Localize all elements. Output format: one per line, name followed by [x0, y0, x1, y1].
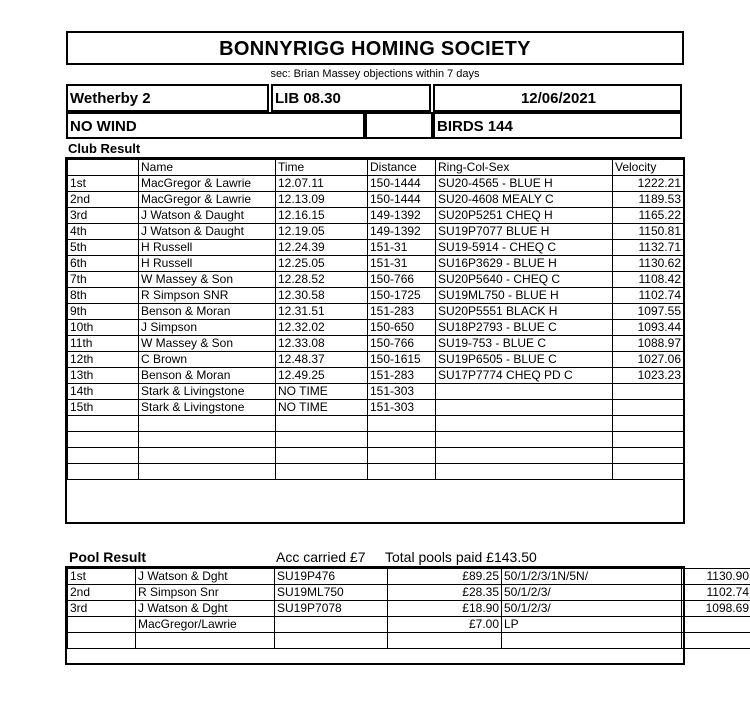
- pool-cell: [502, 633, 682, 649]
- total-pools-paid: Total pools paid £143.50: [385, 549, 537, 565]
- pool-cell: [275, 633, 388, 649]
- club-row: [68, 176, 684, 192]
- club-cell: [613, 464, 684, 480]
- club-cell: 150-1615: [368, 352, 436, 368]
- club-cell: [613, 432, 684, 448]
- pool-cell: £7.00: [388, 617, 502, 633]
- pool-cell: J Watson & Dght: [136, 569, 275, 585]
- club-cell: 12.07.11: [276, 176, 368, 192]
- club-cell: 12.24.39: [276, 240, 368, 256]
- club-cell: SU20P5251 CHEQ H: [436, 208, 613, 224]
- club-cell: 1023.23: [613, 368, 684, 384]
- club-row: [68, 352, 684, 368]
- club-cell: MacGregor & Lawrie: [139, 192, 276, 208]
- club-row: [68, 320, 684, 336]
- club-cell: 150-766: [368, 336, 436, 352]
- club-cell: W Massey & Son: [139, 272, 276, 288]
- club-cell: 9th: [68, 304, 139, 320]
- club-cell: 150-766: [368, 272, 436, 288]
- club-header-row: [68, 160, 684, 176]
- club-header-cell: Velocity: [613, 160, 684, 176]
- club-row: [68, 336, 684, 352]
- club-cell: 13th: [68, 368, 139, 384]
- club-cell: [139, 448, 276, 464]
- club-cell: [436, 464, 613, 480]
- club-cell: 1165.22: [613, 208, 684, 224]
- club-cell: SU18P2793 - BLUE C: [436, 320, 613, 336]
- club-cell: 1st: [68, 176, 139, 192]
- club-cell: 1132.71: [613, 240, 684, 256]
- club-row: [68, 448, 684, 464]
- club-cell: [68, 432, 139, 448]
- club-cell: SU20P5551 BLACK H: [436, 304, 613, 320]
- club-cell: 10th: [68, 320, 139, 336]
- pool-cell: [68, 633, 136, 649]
- club-cell: [368, 416, 436, 432]
- club-cell: [368, 464, 436, 480]
- club-cell: 150-1725: [368, 288, 436, 304]
- club-row: [68, 464, 684, 480]
- club-cell: 1093.44: [613, 320, 684, 336]
- club-cell: 150-1444: [368, 176, 436, 192]
- club-cell: 11th: [68, 336, 139, 352]
- club-row: [68, 256, 684, 272]
- club-cell: [276, 448, 368, 464]
- club-cell: SU20-4565 - BLUE H: [436, 176, 613, 192]
- club-cell: 12.30.58: [276, 288, 368, 304]
- club-cell: Stark & Livingstone: [139, 384, 276, 400]
- club-cell: 150-1444: [368, 192, 436, 208]
- club-row: [68, 400, 684, 416]
- club-cell: 5th: [68, 240, 139, 256]
- pool-cell: [275, 617, 388, 633]
- club-cell: [613, 400, 684, 416]
- club-cell: [436, 384, 613, 400]
- club-cell: [276, 416, 368, 432]
- pool-cell: SU19P7078: [275, 601, 388, 617]
- club-cell: 149-1392: [368, 224, 436, 240]
- club-cell: 151-283: [368, 304, 436, 320]
- acc-carried: Acc carried £7: [276, 549, 366, 565]
- club-cell: SU19P7077 BLUE H: [436, 224, 613, 240]
- pool-row: [68, 601, 750, 617]
- club-cell: 12.48.37: [276, 352, 368, 368]
- birds-count: BIRDS 144: [433, 112, 682, 139]
- club-cell: C Brown: [139, 352, 276, 368]
- pool-cell: 2nd: [68, 585, 136, 601]
- pool-cell: 50/1/2/3/1N/5N/: [502, 569, 682, 585]
- club-cell: 6th: [68, 256, 139, 272]
- club-cell: 15th: [68, 400, 139, 416]
- pool-cell: £28.35: [388, 585, 502, 601]
- club-cell: 1027.06: [613, 352, 684, 368]
- pool-cell: SU19ML750: [275, 585, 388, 601]
- club-header-cell: Name: [139, 160, 276, 176]
- club-header-cell: Time: [276, 160, 368, 176]
- club-cell: 1102.74: [613, 288, 684, 304]
- club-cell: [436, 416, 613, 432]
- club-cell: [68, 416, 139, 432]
- club-cell: 8th: [68, 288, 139, 304]
- liberation-time: LIB 08.30: [271, 84, 431, 112]
- club-cell: 151-31: [368, 256, 436, 272]
- club-cell: [368, 448, 436, 464]
- club-cell: [436, 400, 613, 416]
- secretary-line: sec: Brian Massey objections within 7 days: [270, 68, 480, 80]
- club-cell: 12.13.09: [276, 192, 368, 208]
- pool-row: [68, 617, 750, 633]
- club-cell: 1222.21: [613, 176, 684, 192]
- pool-cell: 3rd: [68, 601, 136, 617]
- club-row: [68, 240, 684, 256]
- club-cell: SU19-5914 - CHEQ C: [436, 240, 613, 256]
- club-cell: [68, 448, 139, 464]
- club-cell: 12.25.05: [276, 256, 368, 272]
- club-cell: 151-283: [368, 368, 436, 384]
- club-cell: 12.28.52: [276, 272, 368, 288]
- club-cell: [276, 464, 368, 480]
- club-cell: 14th: [68, 384, 139, 400]
- club-cell: [436, 448, 613, 464]
- club-cell: SU20-4608 MEALY C: [436, 192, 613, 208]
- club-row: [68, 224, 684, 240]
- club-row: [68, 368, 684, 384]
- club-cell: [139, 416, 276, 432]
- club-row: [68, 432, 684, 448]
- pool-cell: 1098.69: [682, 601, 750, 617]
- club-row: [68, 208, 684, 224]
- pool-result-table-frame: [65, 566, 749, 665]
- pool-cell: £18.90: [388, 601, 502, 617]
- pool-cell: 50/1/2/3/: [502, 585, 682, 601]
- club-row: [68, 416, 684, 432]
- club-cell: Benson & Moran: [139, 304, 276, 320]
- club-cell: NO TIME: [276, 384, 368, 400]
- club-cell: 1108.42: [613, 272, 684, 288]
- race-date: 12/06/2021: [433, 84, 682, 112]
- club-cell: 12.16.15: [276, 208, 368, 224]
- club-cell: SU17P7774 CHEQ PD C: [436, 368, 613, 384]
- club-cell: J Watson & Daught: [139, 224, 276, 240]
- pool-cell: 1st: [68, 569, 136, 585]
- club-cell: Benson & Moran: [139, 368, 276, 384]
- club-cell: 1130.62: [613, 256, 684, 272]
- club-cell: [436, 432, 613, 448]
- club-cell: H Russell: [139, 240, 276, 256]
- pool-cell: [388, 633, 502, 649]
- wind-condition: NO WIND: [66, 112, 365, 139]
- club-cell: [368, 432, 436, 448]
- race-location: Wetherby 2: [66, 84, 269, 112]
- club-cell: Stark & Livingstone: [139, 400, 276, 416]
- club-cell: J Watson & Daught: [139, 208, 276, 224]
- club-cell: 151-31: [368, 240, 436, 256]
- club-cell: 2nd: [68, 192, 139, 208]
- club-cell: 1097.55: [613, 304, 684, 320]
- club-cell: SU16P3629 - BLUE H: [436, 256, 613, 272]
- club-row: [68, 304, 684, 320]
- club-cell: SU19ML750 - BLUE H: [436, 288, 613, 304]
- club-cell: [276, 432, 368, 448]
- club-cell: [139, 464, 276, 480]
- pool-cell: £89.25: [388, 569, 502, 585]
- club-cell: W Massey & Son: [139, 336, 276, 352]
- pool-cell: 1102.74: [682, 585, 750, 601]
- club-cell: 151-303: [368, 400, 436, 416]
- pool-cell: R Simpson Snr: [136, 585, 275, 601]
- club-cell: MacGregor & Lawrie: [139, 176, 276, 192]
- club-header-cell: Ring-Col-Sex: [436, 160, 613, 176]
- club-cell: SU19P6505 - BLUE C: [436, 352, 613, 368]
- pool-row: [68, 569, 750, 585]
- header-empty-cell: [365, 112, 433, 139]
- pool-cell: 1130.90: [682, 569, 750, 585]
- club-cell: 12.49.25: [276, 368, 368, 384]
- club-result-table: [67, 159, 684, 480]
- club-row: [68, 384, 684, 400]
- club-cell: [139, 432, 276, 448]
- pool-cell: [68, 617, 136, 633]
- club-cell: 4th: [68, 224, 139, 240]
- pool-result-table: [67, 568, 750, 649]
- club-row: [68, 288, 684, 304]
- club-cell: J Simpson: [139, 320, 276, 336]
- club-cell: [613, 416, 684, 432]
- club-cell: 150-650: [368, 320, 436, 336]
- pool-cell: [136, 633, 275, 649]
- pool-cell: [682, 617, 750, 633]
- club-cell: 12.33.08: [276, 336, 368, 352]
- club-cell: NO TIME: [276, 400, 368, 416]
- club-cell: 7th: [68, 272, 139, 288]
- club-header-cell: Distance: [368, 160, 436, 176]
- club-result-label: Club Result: [68, 141, 141, 156]
- club-cell: 12.19.05: [276, 224, 368, 240]
- club-cell: 12.32.02: [276, 320, 368, 336]
- club-cell: 1088.97: [613, 336, 684, 352]
- club-cell: 149-1392: [368, 208, 436, 224]
- club-cell: 1189.53: [613, 192, 684, 208]
- pool-cell: [682, 633, 750, 649]
- pool-cell: LP: [502, 617, 682, 633]
- club-result-table-frame: [65, 157, 685, 524]
- club-cell: 3rd: [68, 208, 139, 224]
- society-title: BONNYRIGG HOMING SOCIETY: [66, 31, 684, 65]
- pool-cell: MacGregor/Lawrie: [136, 617, 275, 633]
- club-cell: SU19-753 - BLUE C: [436, 336, 613, 352]
- club-cell: [613, 384, 684, 400]
- club-cell: 12th: [68, 352, 139, 368]
- pool-result-label: Pool Result: [69, 549, 147, 565]
- club-cell: 151-303: [368, 384, 436, 400]
- club-header-cell: [68, 160, 139, 176]
- pool-cell: SU19P476: [275, 569, 388, 585]
- club-cell: [68, 464, 139, 480]
- club-cell: SU20P5640 - CHEQ C: [436, 272, 613, 288]
- club-cell: [613, 448, 684, 464]
- club-cell: H Russell: [139, 256, 276, 272]
- pool-cell: 50/1/2/3/: [502, 601, 682, 617]
- club-row: [68, 192, 684, 208]
- pool-cell: J Watson & Dght: [136, 601, 275, 617]
- club-cell: 12.31.51: [276, 304, 368, 320]
- club-cell: 1150.81: [613, 224, 684, 240]
- pool-row: [68, 633, 750, 649]
- pool-row: [68, 585, 750, 601]
- club-row: [68, 272, 684, 288]
- club-cell: R Simpson SNR: [139, 288, 276, 304]
